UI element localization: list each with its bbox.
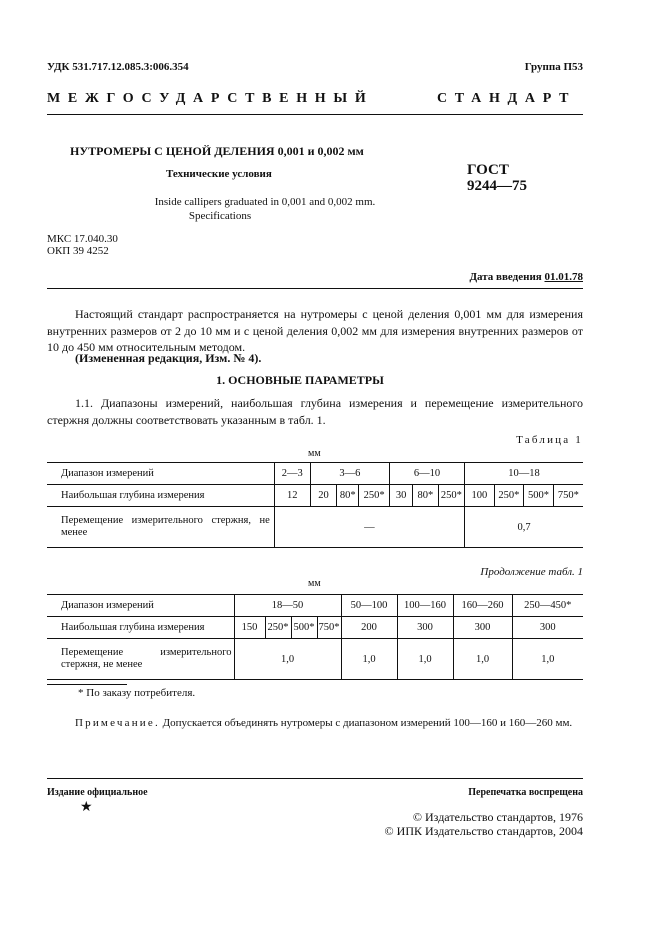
table2-depth: 300 — [453, 617, 512, 639]
footnote: * По заказу потребителя. — [78, 687, 196, 699]
table2 — [47, 594, 583, 680]
table1-depth: 20 — [310, 485, 336, 507]
copyright-2004: © ИПК Издательство стандартов, 2004 — [384, 824, 583, 838]
effective-date-value: 01.01.78 — [544, 271, 583, 283]
header-rule — [47, 114, 583, 115]
table2-depth: 200 — [341, 617, 397, 639]
table2-range: 160—260 — [453, 595, 512, 617]
date-rule — [47, 288, 583, 289]
table2-range: 100—160 — [397, 595, 453, 617]
document-title: НУТРОМЕРЫ С ЦЕНОЙ ДЕЛЕНИЯ 0,001 и 0,002 мм — [70, 144, 364, 158]
table2-range: 250—450* — [512, 595, 583, 617]
table2-depth: 300 — [512, 617, 583, 639]
table2-range-label: Диапазон измерений — [47, 595, 234, 617]
table2-depth: 500* — [291, 617, 317, 639]
section-paragraph: 1.1. Диапазоны измерений, наибольшая глубина измерения и перемещение измерительного стержня должны соответствовать указанным в табл. 1. — [47, 396, 583, 427]
table1-depth: 30 — [390, 485, 413, 507]
table2-range-row — [47, 595, 583, 617]
effective-date — [469, 271, 583, 283]
table1-depth: 80* — [413, 485, 438, 507]
section-heading: 1. ОСНОВНЫЕ ПАРАМЕТРЫ — [216, 373, 384, 387]
amendment-note: (Измененная редакция, Изм. № 4). — [75, 351, 262, 365]
table1 — [47, 462, 583, 548]
footnote-rule — [47, 684, 127, 685]
table2-move: 1,0 — [397, 639, 453, 680]
star-icon: ★ — [80, 800, 93, 815]
table2-move-label: Перемещение измерительного стержня, не менее — [47, 639, 234, 680]
gost-number: 9244—75 — [467, 178, 527, 194]
table1-caption: Таблица 1 — [516, 434, 583, 446]
table2-move: 1,0 — [234, 639, 341, 680]
table1-depth: 500* — [524, 485, 554, 507]
table2-depth: 250* — [265, 617, 291, 639]
table2-depth-row — [47, 617, 583, 639]
gost-label: ГОСТ — [467, 162, 509, 178]
effective-date-label: Дата введения — [469, 271, 542, 283]
reprint-prohibited: Перепечатка воспрещена — [468, 787, 583, 798]
table1-depth: 250* — [359, 485, 390, 507]
table2-range: 50—100 — [341, 595, 397, 617]
table2-move: 1,0 — [341, 639, 397, 680]
group-code: Группа П53 — [524, 61, 583, 73]
table1-move: — — [274, 507, 464, 548]
table2-move: 1,0 — [453, 639, 512, 680]
official-edition: Издание официальное — [47, 787, 148, 798]
okp-code: ОКП 39 4252 — [47, 245, 109, 257]
table1-move-row — [47, 507, 583, 548]
document-subtitle: Технические условия — [166, 168, 272, 180]
mks-code: МКС 17.040.30 — [47, 233, 118, 245]
table2-unit: мм — [308, 578, 321, 589]
table1-depth: 80* — [337, 485, 359, 507]
table1-range-row — [47, 463, 583, 485]
table1-depth: 100 — [465, 485, 495, 507]
table1-depth: 750* — [553, 485, 583, 507]
table1-move: 0,7 — [465, 507, 583, 548]
table2-depth-label: Наибольшая глубина измерения — [47, 617, 234, 639]
table2-range: 18—50 — [234, 595, 341, 617]
table1-depth-label: Наибольшая глубина измерения — [47, 485, 274, 507]
english-title: Inside callipers graduated in 0,001 and 0,002 mm. — [154, 196, 376, 208]
copyright-1976: © Издательство стандартов, 1976 — [412, 810, 583, 824]
header-standard: СТАНДАРТ — [437, 91, 577, 106]
header-interstate: МЕЖГОСУДАРСТВЕННЫЙ — [47, 91, 374, 106]
table1-move-label: Перемещение измерительного стержня, не менее — [47, 507, 274, 548]
table2-depth: 300 — [397, 617, 453, 639]
table2-depth: 150 — [234, 617, 265, 639]
footer-rule — [47, 778, 583, 779]
table1-range-label: Диапазон измерений — [47, 463, 274, 485]
table1-depth: 250* — [494, 485, 524, 507]
table1-depth: 12 — [274, 485, 310, 507]
udk-code: УДК 531.717.12.085.3:006.354 — [47, 61, 189, 73]
table1-range: 10—18 — [465, 463, 583, 485]
intro-paragraph: Настоящий стандарт распространяется на нутромеры с ценой деления 0,001 мм для измерения внутренних размеров от 2 до 10 мм и с ценой деления 0,002 мм для измерения внутренних размеров от 10 до 450 мм относительным методом. — [47, 307, 583, 354]
table1-range: 6—10 — [390, 463, 465, 485]
table-note — [75, 717, 572, 729]
table-note-label: Примечание. — [75, 717, 160, 729]
english-subtitle: Specifications — [188, 210, 252, 222]
table1-depth-row — [47, 485, 583, 507]
table2-depth: 750* — [317, 617, 341, 639]
table1-range: 2—3 — [274, 463, 310, 485]
table1-range: 3—6 — [310, 463, 389, 485]
table1-depth: 250* — [438, 485, 464, 507]
table2-move: 1,0 — [512, 639, 583, 680]
table2-caption: Продолжение табл. 1 — [480, 566, 583, 578]
table1-unit: мм — [308, 448, 321, 459]
table-note-text: Допускается объединять нутромеры с диапазоном измерений 100—160 и 160—260 мм. — [162, 717, 573, 729]
table2-move-row — [47, 639, 583, 680]
